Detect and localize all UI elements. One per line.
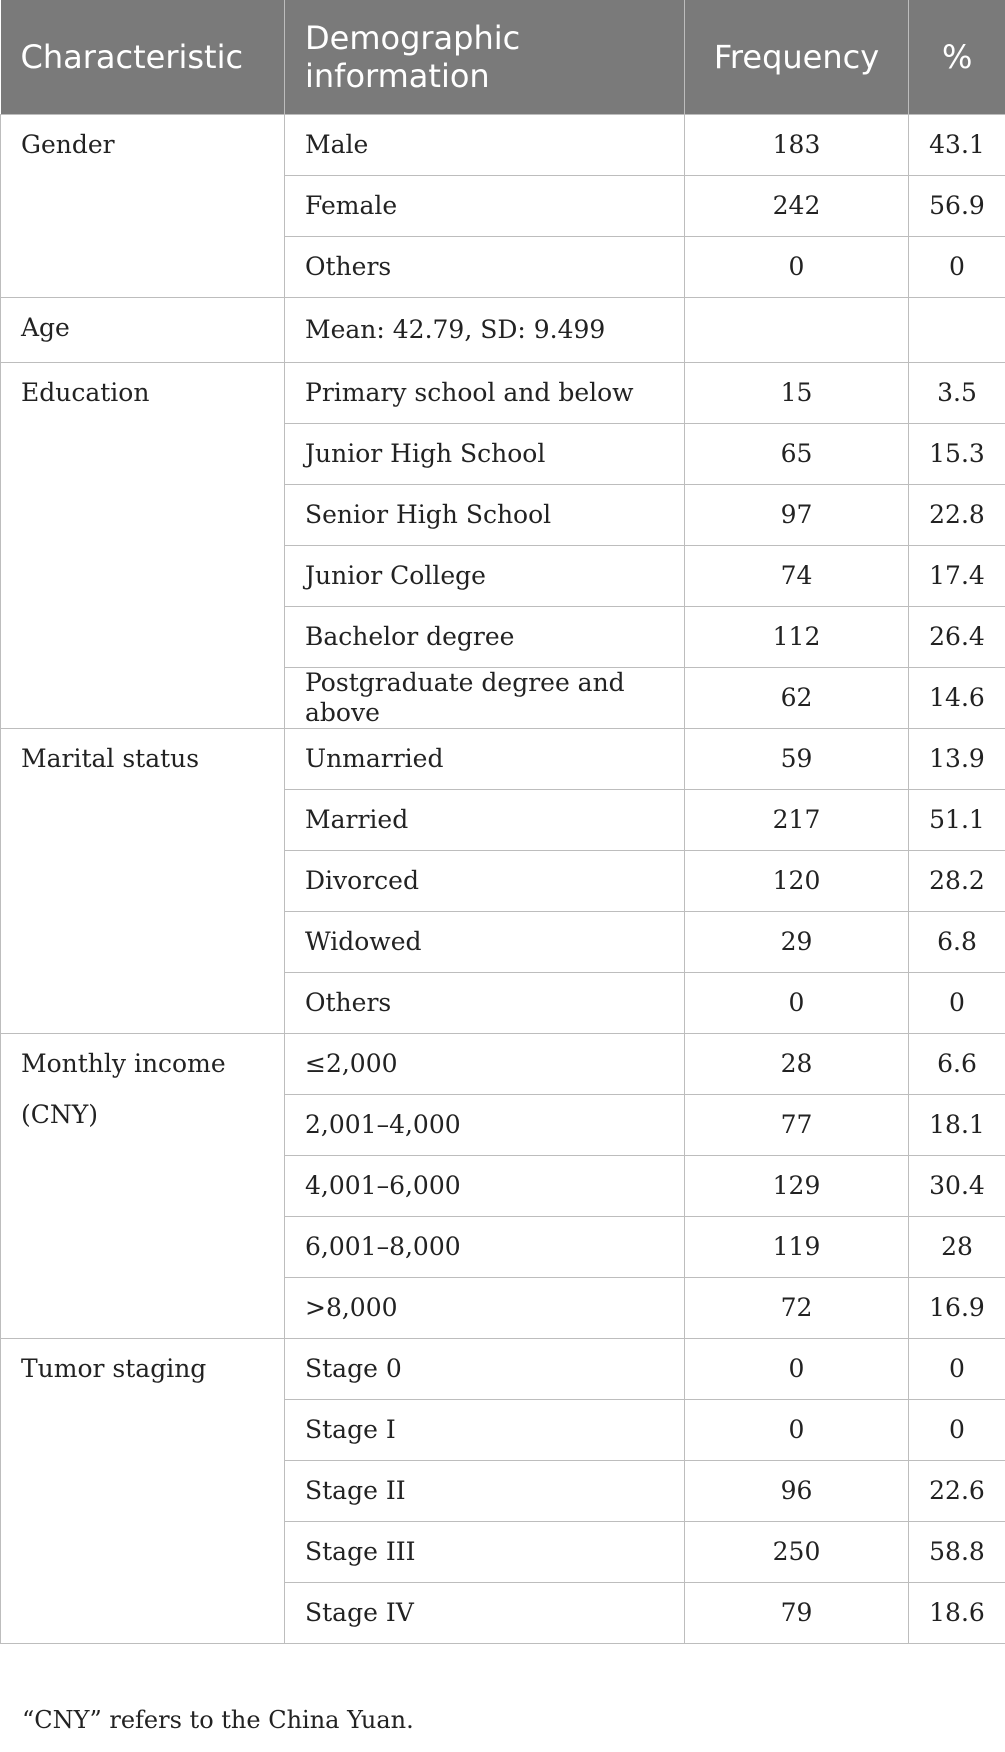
frequency-cell: 119 — [685, 1217, 909, 1278]
frequency-cell: 242 — [685, 176, 909, 237]
frequency-cell: 77 — [685, 1095, 909, 1156]
percent-cell: 28.2 — [909, 851, 1005, 912]
percent-cell: 51.1 — [909, 790, 1005, 851]
frequency-cell: 129 — [685, 1156, 909, 1217]
info-cell: >8,000 — [285, 1278, 685, 1339]
info-cell: Primary school and below — [285, 363, 685, 424]
frequency-cell — [685, 298, 909, 363]
frequency-cell: 250 — [685, 1522, 909, 1583]
info-cell: 6,001–8,000 — [285, 1217, 685, 1278]
info-cell: Stage II — [285, 1461, 685, 1522]
header-demographic-information: Demographic information — [285, 0, 685, 115]
percent-cell: 0 — [909, 1400, 1005, 1461]
category-cell: Education — [1, 363, 285, 729]
frequency-cell: 120 — [685, 851, 909, 912]
percent-cell — [909, 298, 1005, 363]
frequency-cell: 0 — [685, 1339, 909, 1400]
header-characteristic: Characteristic — [1, 0, 285, 115]
table-footnote: “CNY” refers to the China Yuan. — [22, 1706, 414, 1734]
frequency-cell: 15 — [685, 363, 909, 424]
info-cell: Senior High School — [285, 485, 685, 546]
table-body — [1, 115, 1005, 1644]
info-cell: Junior College — [285, 546, 685, 607]
percent-cell: 28 — [909, 1217, 1005, 1278]
info-cell: Others — [285, 237, 685, 298]
info-cell: Unmarried — [285, 729, 685, 790]
info-cell: Divorced — [285, 851, 685, 912]
percent-cell: 18.6 — [909, 1583, 1005, 1644]
percent-cell: 6.6 — [909, 1034, 1005, 1095]
frequency-cell: 183 — [685, 115, 909, 176]
percent-cell: 15.3 — [909, 424, 1005, 485]
percent-cell: 22.8 — [909, 485, 1005, 546]
header-percent: % — [909, 0, 1005, 115]
frequency-cell: 112 — [685, 607, 909, 668]
percent-cell: 6.8 — [909, 912, 1005, 973]
info-cell: ≤2,000 — [285, 1034, 685, 1095]
percent-cell: 30.4 — [909, 1156, 1005, 1217]
frequency-cell: 65 — [685, 424, 909, 485]
percent-cell: 0 — [909, 973, 1005, 1034]
category-cell: Gender — [1, 115, 285, 298]
percent-cell: 58.8 — [909, 1522, 1005, 1583]
percent-cell: 22.6 — [909, 1461, 1005, 1522]
info-cell: 2,001–4,000 — [285, 1095, 685, 1156]
info-cell: Bachelor degree — [285, 607, 685, 668]
frequency-cell: 79 — [685, 1583, 909, 1644]
frequency-cell: 72 — [685, 1278, 909, 1339]
percent-cell: 0 — [909, 1339, 1005, 1400]
category-cell: Tumor staging — [1, 1339, 285, 1644]
info-cell: Widowed — [285, 912, 685, 973]
percent-cell: 56.9 — [909, 176, 1005, 237]
info-cell: Married — [285, 790, 685, 851]
frequency-cell: 29 — [685, 912, 909, 973]
frequency-cell: 28 — [685, 1034, 909, 1095]
frequency-cell: 0 — [685, 237, 909, 298]
percent-cell: 16.9 — [909, 1278, 1005, 1339]
info-cell: Stage I — [285, 1400, 685, 1461]
category-cell: Monthly income (CNY) — [1, 1034, 285, 1339]
info-cell: Postgraduate degree and above — [285, 668, 685, 729]
category-cell: Age — [1, 298, 285, 363]
percent-cell: 17.4 — [909, 546, 1005, 607]
frequency-cell: 0 — [685, 973, 909, 1034]
percent-cell: 0 — [909, 237, 1005, 298]
table-header — [1, 0, 1005, 115]
info-cell: Female — [285, 176, 685, 237]
info-cell: Junior High School — [285, 424, 685, 485]
frequency-cell: 62 — [685, 668, 909, 729]
frequency-cell: 97 — [685, 485, 909, 546]
header-frequency: Frequency — [685, 0, 909, 115]
info-cell: Stage IV — [285, 1583, 685, 1644]
percent-cell: 18.1 — [909, 1095, 1005, 1156]
frequency-cell: 74 — [685, 546, 909, 607]
frequency-cell: 0 — [685, 1400, 909, 1461]
info-cell: Male — [285, 115, 685, 176]
percent-cell: 43.1 — [909, 115, 1005, 176]
frequency-cell: 59 — [685, 729, 909, 790]
info-cell: Stage 0 — [285, 1339, 685, 1400]
percent-cell: 14.6 — [909, 668, 1005, 729]
table-row — [1, 298, 1005, 363]
table-row — [1, 363, 1005, 424]
header-row — [1, 0, 1005, 115]
info-cell: Others — [285, 973, 685, 1034]
table-row — [1, 115, 1005, 176]
frequency-cell: 96 — [685, 1461, 909, 1522]
info-cell: Stage III — [285, 1522, 685, 1583]
table-row — [1, 1034, 1005, 1095]
percent-cell: 3.5 — [909, 363, 1005, 424]
category-cell: Marital status — [1, 729, 285, 1034]
info-cell: 4,001–6,000 — [285, 1156, 685, 1217]
info-cell: Mean: 42.79, SD: 9.499 — [285, 298, 685, 363]
percent-cell: 26.4 — [909, 607, 1005, 668]
table-row — [1, 1339, 1005, 1400]
percent-cell: 13.9 — [909, 729, 1005, 790]
frequency-cell: 217 — [685, 790, 909, 851]
table-row — [1, 729, 1005, 790]
